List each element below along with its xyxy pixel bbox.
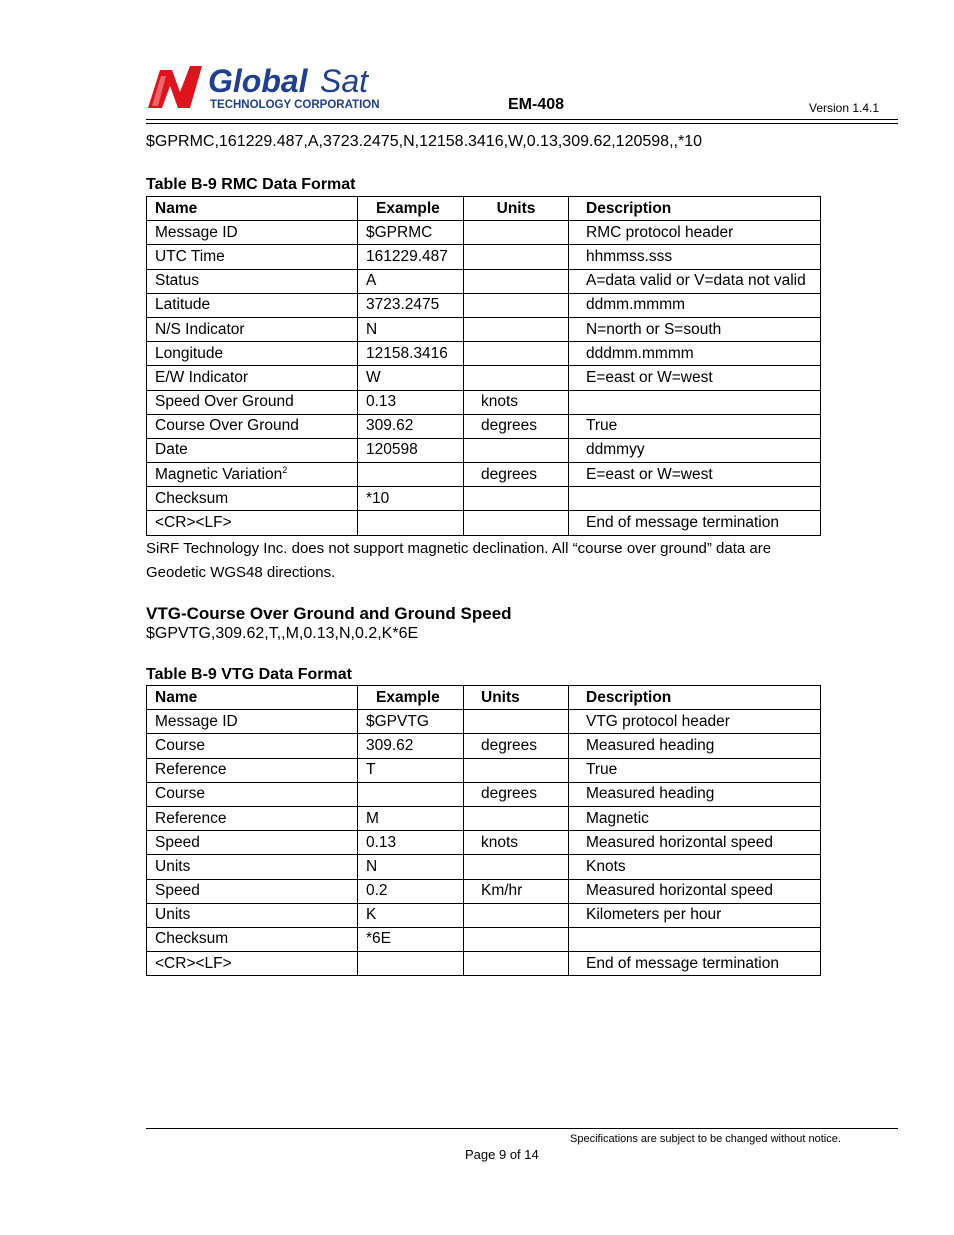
rmc-table-cell — [569, 390, 821, 414]
vtg-table-cell — [569, 879, 821, 903]
rmc-table-cell-text: degrees — [481, 465, 538, 483]
vtg-table-cell — [569, 734, 821, 758]
vtg-table-cell — [147, 952, 358, 976]
rmc-table-cell-text: *10 — [366, 489, 390, 507]
vtg-table-cell-text: Units — [155, 857, 191, 875]
vtg-table-cell-text: Speed — [155, 833, 200, 851]
vtg-table-row — [147, 806, 821, 830]
vtg-table-cell — [569, 927, 821, 951]
vtg-table-cell — [358, 734, 464, 758]
rmc-table-row — [147, 221, 821, 245]
rmc-table-cell-text: End of message termination — [586, 514, 779, 532]
rmc-table-row — [147, 511, 821, 535]
vtg-table-cell — [464, 806, 569, 830]
vtg-table-cell — [358, 710, 464, 734]
vtg-table-cell-text: Checksum — [155, 930, 229, 948]
rmc-table-caption: Table B-9 RMC Data Format — [146, 176, 356, 193]
rmc-table-cell-text: A — [366, 272, 377, 290]
rmc-table-cell — [464, 463, 569, 487]
vtg-table-cell — [569, 831, 821, 855]
vtg-table-header-row — [147, 686, 821, 710]
rmc-table-row — [147, 414, 821, 438]
vtg-table-cell-text: Course — [155, 785, 205, 803]
vtg-table-cell — [464, 927, 569, 951]
rmc-table-cell — [147, 221, 358, 245]
rmc-table-header-cell: Example — [358, 197, 464, 221]
rmc-table-cell — [147, 245, 358, 269]
rmc-table-cell — [358, 269, 464, 293]
rmc-table-cell-text: Speed Over Ground — [155, 393, 294, 411]
vtg-table-cell-text: $GPVTG — [366, 712, 429, 730]
rmc-table-cell — [569, 293, 821, 317]
rmc-table-row — [147, 317, 821, 341]
vtg-table-cell-text: degrees — [481, 785, 538, 803]
rmc-table-cell — [147, 487, 358, 511]
svg-text:Sat: Sat — [320, 63, 369, 99]
rmc-table-cell-text: ddmm.mmmm — [586, 296, 686, 314]
page-number: Page 9 of 14 — [465, 1147, 539, 1162]
footnote-marker: 2 — [282, 464, 288, 475]
vtg-table-cell-text: End of message termination — [586, 954, 779, 972]
vtg-table-cell-text: Km/hr — [481, 882, 523, 900]
vtg-table-cell — [358, 831, 464, 855]
vtg-table-cell-text: M — [366, 809, 379, 827]
vtg-table-cell-text: Message ID — [155, 712, 238, 730]
rmc-table-cell — [569, 342, 821, 366]
vtg-table-cell-text: Measured heading — [586, 736, 715, 754]
rmc-table-row — [147, 487, 821, 511]
vtg-table-row — [147, 734, 821, 758]
vtg-table-cell — [464, 831, 569, 855]
rmc-table-cell-text: <CR><LF> — [155, 514, 232, 532]
rmc-table-cell — [569, 438, 821, 462]
rmc-table-cell-text: degrees — [481, 417, 538, 435]
vtg-table-row — [147, 831, 821, 855]
vtg-table-row — [147, 927, 821, 951]
rmc-table-cell — [569, 317, 821, 341]
vtg-table-cell — [358, 879, 464, 903]
globalsat-logo — [146, 62, 396, 112]
vtg-table-cell — [147, 806, 358, 830]
rmc-table-cell — [464, 390, 569, 414]
rmc-table-row — [147, 390, 821, 414]
vtg-table-cell-text: Reference — [155, 761, 227, 779]
rmc-table-row — [147, 342, 821, 366]
vtg-table-row — [147, 952, 821, 976]
rmc-table-row — [147, 245, 821, 269]
rmc-table-cell-text: dddmm.mmmm — [586, 344, 694, 362]
rmc-note-line-2: Geodetic WGS48 directions. — [146, 564, 336, 581]
vtg-table-cell — [569, 855, 821, 879]
header-rule-bottom — [146, 123, 898, 124]
vtg-table-cell-text: degrees — [481, 736, 538, 754]
rmc-table-cell-text: True — [586, 417, 618, 435]
rmc-table-header-row — [147, 197, 821, 221]
rmc-table-cell — [358, 438, 464, 462]
rmc-table-row — [147, 366, 821, 390]
vtg-table-cell-text: <CR><LF> — [155, 954, 232, 972]
vtg-table-row — [147, 758, 821, 782]
rmc-table-cell — [464, 269, 569, 293]
rmc-table-cell — [464, 487, 569, 511]
rmc-sentence: $GPRMC,161229.487,A,3723.2475,N,12158.3416,W,0.13,309.62,120598,,*10 — [146, 133, 702, 150]
rmc-table-cell-text: E=east or W=west — [586, 465, 713, 483]
vtg-table-cell — [147, 903, 358, 927]
vtg-table-cell — [464, 952, 569, 976]
vtg-table-cell — [147, 782, 358, 806]
rmc-table-cell-text: Latitude — [155, 296, 211, 314]
rmc-table-row — [147, 293, 821, 317]
rmc-table-cell — [358, 221, 464, 245]
rmc-table-cell — [464, 245, 569, 269]
rmc-table-cell — [569, 487, 821, 511]
vtg-section-heading: VTG-Course Over Ground and Ground Speed — [146, 604, 512, 623]
svg-text:TECHNOLOGY CORPORATION: TECHNOLOGY CORPORATION — [210, 99, 380, 111]
vtg-table-cell — [147, 879, 358, 903]
rmc-table-row — [147, 269, 821, 293]
vtg-table-cell-text: Measured horizontal speed — [586, 833, 773, 851]
rmc-table-cell-text: Longitude — [155, 344, 224, 362]
vtg-table-cell — [147, 855, 358, 879]
rmc-table-cell-text: ddmmyy — [586, 441, 645, 459]
rmc-table-cell-text: hhmmss.sss — [586, 247, 673, 265]
vtg-table-cell — [358, 855, 464, 879]
rmc-table-cell — [147, 342, 358, 366]
rmc-table-header-cell: Units — [464, 197, 569, 221]
svg-text:Global: Global — [208, 63, 308, 99]
rmc-table-cell — [569, 221, 821, 245]
vtg-table-row — [147, 710, 821, 734]
rmc-table-cell-text: 3723.2475 — [366, 296, 440, 314]
rmc-table-cell — [358, 487, 464, 511]
rmc-table-header-cell: Description — [569, 197, 821, 221]
vtg-table-cell-text: VTG protocol header — [586, 712, 730, 730]
rmc-table-cell-text: Status — [155, 272, 199, 290]
vtg-table-cell-text: Measured horizontal speed — [586, 882, 773, 900]
rmc-table-cell — [358, 317, 464, 341]
rmc-table-cell — [358, 342, 464, 366]
rmc-table-cell — [464, 342, 569, 366]
rmc-table-cell — [464, 221, 569, 245]
rmc-table-cell-text: 120598 — [366, 441, 418, 459]
rmc-table-cell-text: N/S Indicator — [155, 320, 245, 338]
rmc-table-cell-text: N — [366, 320, 378, 338]
rmc-table-cell — [464, 317, 569, 341]
rmc-table-cell — [358, 293, 464, 317]
rmc-table-cell-text: N=north or S=south — [586, 320, 722, 338]
vtg-table-cell-text: K — [366, 906, 377, 924]
vtg-table-header-cell: Example — [358, 686, 464, 710]
vtg-table-header-cell: Units — [464, 686, 569, 710]
rmc-table-cell — [464, 414, 569, 438]
vtg-table-cell — [569, 806, 821, 830]
vtg-table-header-cell: Name — [147, 686, 358, 710]
rmc-table-cell-text: E/W Indicator — [155, 368, 249, 386]
vtg-table-cell — [464, 710, 569, 734]
vtg-table-cell — [147, 831, 358, 855]
vtg-table-cell-text: 309.62 — [366, 736, 414, 754]
vtg-table-cell — [147, 927, 358, 951]
vtg-table-cell-text: Reference — [155, 809, 227, 827]
rmc-table-cell — [569, 463, 821, 487]
rmc-data-table — [146, 196, 821, 536]
rmc-table-cell — [147, 390, 358, 414]
rmc-table-cell — [569, 366, 821, 390]
vtg-table-cell — [147, 734, 358, 758]
version-label: Version 1.4.1 — [809, 101, 880, 115]
vtg-table-cell — [464, 879, 569, 903]
rmc-table-cell-text: Magnetic Variation — [155, 465, 283, 483]
rmc-table-cell — [464, 438, 569, 462]
rmc-table-cell — [147, 269, 358, 293]
vtg-table-cell-text: Speed — [155, 882, 200, 900]
vtg-table-cell-text: Units — [155, 906, 191, 924]
vtg-table-cell — [464, 782, 569, 806]
rmc-table-cell — [147, 414, 358, 438]
rmc-table-cell — [569, 511, 821, 535]
vtg-table-cell — [569, 903, 821, 927]
vtg-table-cell-text: Kilometers per hour — [586, 906, 722, 924]
vtg-table-cell-text: T — [366, 761, 376, 779]
vtg-table-cell — [147, 758, 358, 782]
vtg-table-cell — [464, 734, 569, 758]
rmc-table-row — [147, 438, 821, 462]
rmc-table-cell — [147, 366, 358, 390]
rmc-table-cell — [358, 366, 464, 390]
vtg-table-row — [147, 855, 821, 879]
rmc-table-cell-text: A=data valid or V=data not valid — [586, 272, 806, 290]
vtg-table-row — [147, 879, 821, 903]
rmc-table-cell — [358, 414, 464, 438]
vtg-table-cell — [569, 710, 821, 734]
vtg-table-cell — [464, 855, 569, 879]
rmc-table-cell-text: RMC protocol header — [586, 223, 734, 241]
vtg-table-cell — [358, 952, 464, 976]
rmc-table-cell-text: Checksum — [155, 489, 229, 507]
vtg-table-cell — [358, 927, 464, 951]
vtg-table-cell — [569, 758, 821, 782]
rmc-table-cell — [147, 438, 358, 462]
vtg-data-table — [146, 685, 821, 976]
rmc-table-cell-text: Message ID — [155, 223, 238, 241]
rmc-table-cell-text: 12158.3416 — [366, 344, 448, 362]
rmc-table-cell-text: 309.62 — [366, 417, 414, 435]
rmc-table-cell — [358, 390, 464, 414]
vtg-table-cell-text: 0.2 — [366, 882, 388, 900]
rmc-table-cell — [569, 269, 821, 293]
vtg-table-cell-text: knots — [481, 833, 519, 851]
vtg-table-cell-text: 0.13 — [366, 833, 397, 851]
header-rule-top — [146, 119, 898, 120]
rmc-table-cell-text: W — [366, 368, 381, 386]
vtg-table-caption: Table B-9 VTG Data Format — [146, 666, 352, 683]
vtg-table-cell-text: N — [366, 857, 378, 875]
vtg-table-cell — [147, 710, 358, 734]
footer-rule — [146, 1128, 898, 1129]
rmc-table-cell-text: 161229.487 — [366, 247, 448, 265]
vtg-table-cell-text: Course — [155, 736, 205, 754]
rmc-table-header-cell: Name — [147, 197, 358, 221]
vtg-table-cell — [569, 952, 821, 976]
rmc-table-cell-text: 0.13 — [366, 393, 397, 411]
rmc-table-cell — [147, 293, 358, 317]
vtg-table-cell-text: Measured heading — [586, 785, 715, 803]
vtg-table-header-cell: Description — [569, 686, 821, 710]
rmc-table-cell-text: $GPRMC — [366, 223, 433, 241]
rmc-table-cell-text: Date — [155, 441, 188, 459]
vtg-table-cell-text: Magnetic — [586, 809, 649, 827]
rmc-note-line-1: SiRF Technology Inc. does not support magnetic declination. All “course over ground” data are — [146, 540, 772, 557]
rmc-table-cell — [464, 511, 569, 535]
rmc-table-cell — [569, 245, 821, 269]
rmc-table-cell-text: Course Over Ground — [155, 417, 299, 435]
vtg-sentence: $GPVTG,309.62,T,,M,0.13,N,0.2,K*6E — [146, 625, 419, 642]
vtg-table-cell-text: Knots — [586, 857, 626, 875]
rmc-table-cell — [464, 366, 569, 390]
rmc-table-cell — [358, 511, 464, 535]
vtg-table-row — [147, 903, 821, 927]
vtg-table-cell-text: *6E — [366, 930, 391, 948]
vtg-table-cell — [569, 782, 821, 806]
rmc-table-cell — [147, 317, 358, 341]
globalsat-n-mark-icon — [148, 66, 202, 108]
vtg-table-cell — [358, 903, 464, 927]
rmc-table-cell — [358, 245, 464, 269]
rmc-table-cell — [569, 414, 821, 438]
document-title: EM-408 — [508, 96, 565, 113]
vtg-table-cell — [464, 758, 569, 782]
vtg-table-cell — [358, 758, 464, 782]
rmc-table-cell-text: knots — [481, 393, 519, 411]
rmc-table-cell-text: UTC Time — [155, 247, 225, 265]
rmc-table-cell-text: E=east or W=west — [586, 368, 713, 386]
rmc-table-cell — [464, 293, 569, 317]
vtg-table-row — [147, 782, 821, 806]
rmc-table-cell — [147, 463, 358, 487]
footer-notice: Specifications are subject to be changed without notice. — [570, 1133, 841, 1145]
rmc-table-cell — [358, 463, 464, 487]
rmc-table-row — [147, 463, 821, 487]
vtg-table-cell — [464, 903, 569, 927]
vtg-table-cell — [358, 806, 464, 830]
rmc-table-cell — [147, 511, 358, 535]
vtg-table-cell — [358, 782, 464, 806]
vtg-table-cell-text: True — [586, 761, 618, 779]
